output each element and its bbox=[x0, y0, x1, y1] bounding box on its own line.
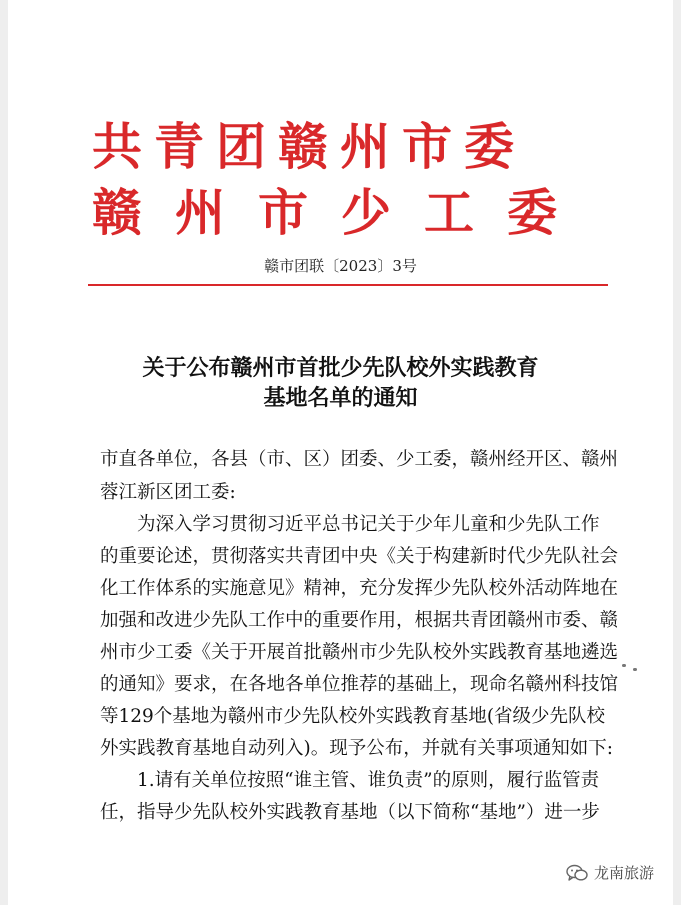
watermark bbox=[566, 862, 654, 883]
body-line: 化工作体系的实施意见》精神，充分发挥少先队校外活动阵地在 bbox=[100, 578, 619, 599]
issuer-line-2: 赣州市少工委 bbox=[92, 183, 590, 242]
wechat-icon bbox=[566, 864, 588, 882]
document-title-line-2: 基地名单的通知 bbox=[263, 385, 418, 411]
body-line: 为深入学习贯彻习近平总书记关于少年儿童和少先队工作 bbox=[100, 514, 600, 535]
body-line: 市直各单位，各县（市、区）团委、少工委，赣州经开区、赣州 bbox=[100, 449, 619, 470]
body-line: 的重要论述，贯彻落实共青团中央《关于构建新时代少先队社会 bbox=[100, 546, 619, 567]
scan-speck bbox=[633, 668, 637, 671]
issuer-line-1: 共青团赣州市委 bbox=[92, 117, 526, 176]
body-line: 加强和改进少先队工作中的重要作用，根据共青团赣州市委、赣 bbox=[100, 610, 619, 631]
scan-speck bbox=[622, 664, 626, 667]
body-line: 外实践教育基地自动列入)。现予公布，并就有关事项通知如下: bbox=[100, 738, 613, 759]
body-line: 的通知》要求，在各地各单位推荐的基础上，现命名赣州科技馆 bbox=[100, 674, 619, 695]
document-title-line-1: 关于公布赣州市首批少先队校外实践教育 bbox=[142, 355, 539, 381]
document-number: 赣市团联〔2023〕3号 bbox=[264, 257, 417, 275]
watermark-text: 龙南旅游 bbox=[594, 864, 655, 882]
document-page bbox=[8, 0, 673, 905]
body-line: 任，指导少先队校外实践教育基地（以下简称“基地”）进一步 bbox=[100, 802, 600, 823]
body-line: 1.请有关单位按照“谁主管、谁负责”的原则，履行监管责 bbox=[100, 770, 600, 791]
body-line: 等129个基地为赣州市少先队校外实践教育基地(省级少先队校 bbox=[100, 706, 606, 727]
red-divider bbox=[88, 284, 608, 286]
body-line: 州市少工委《关于开展首批赣州市少先队校外实践教育基地遴选 bbox=[100, 642, 619, 663]
body-line: 蓉江新区团工委: bbox=[100, 482, 236, 503]
